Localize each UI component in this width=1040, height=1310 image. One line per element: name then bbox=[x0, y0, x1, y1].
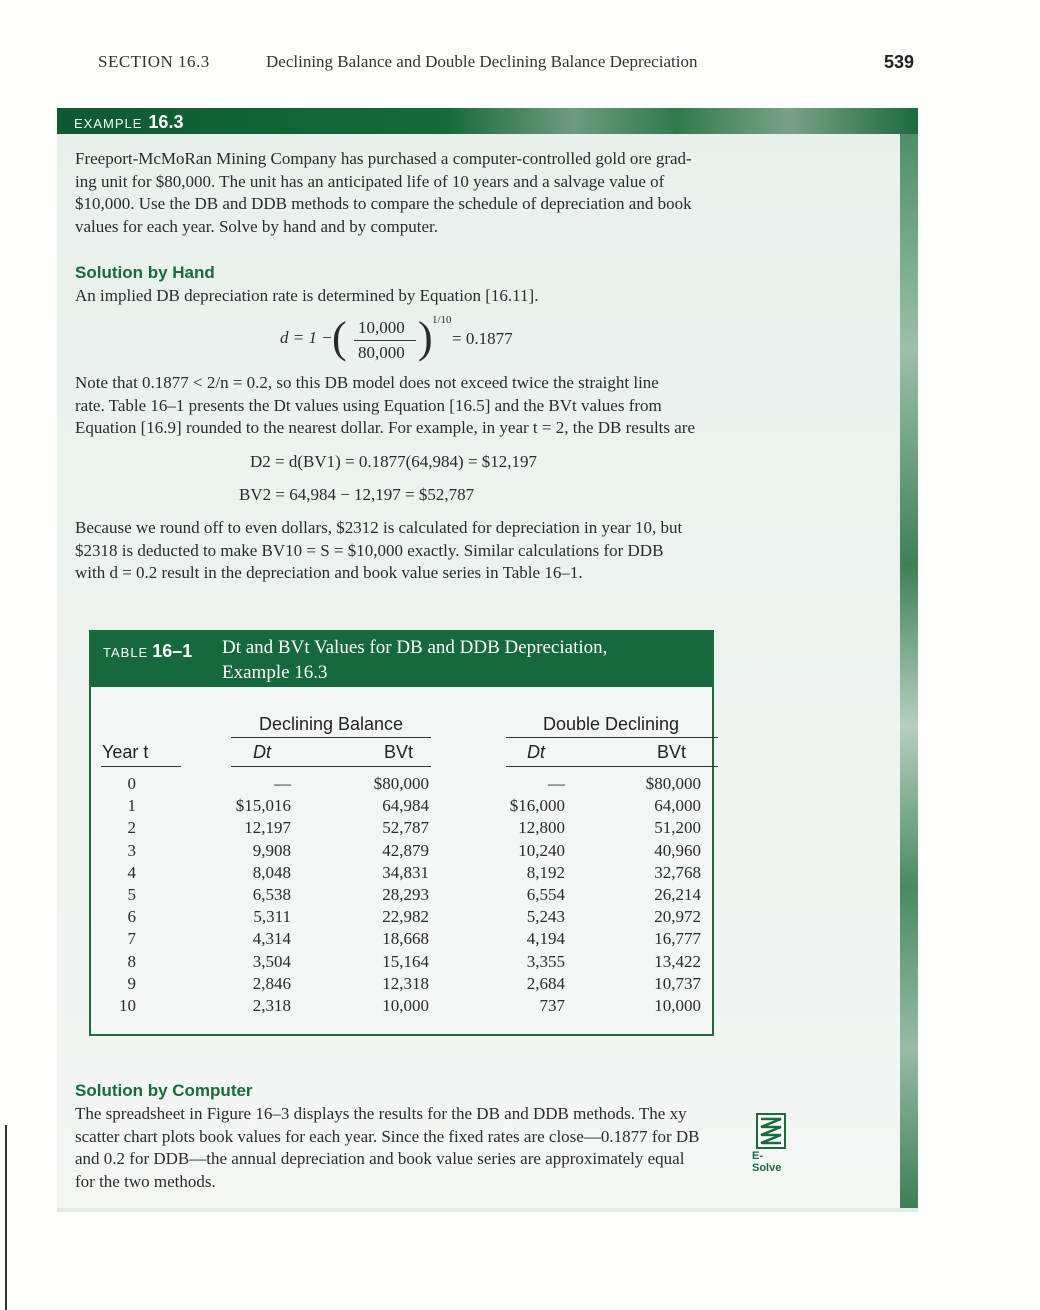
col-header-db-dt: Dt bbox=[253, 742, 271, 762]
table-cell: 22,982 bbox=[382, 907, 429, 927]
table-cell: 2,846 bbox=[252, 973, 291, 993]
table-cell: 6,538 bbox=[252, 885, 291, 904]
equation-bv2: BV2 = 64,984 − 12,197 = $52,787 bbox=[239, 485, 475, 504]
formula-numerator: 10,000 bbox=[358, 318, 405, 337]
header-rule bbox=[101, 766, 181, 767]
table-cell: 3,355 bbox=[526, 951, 565, 971]
formula-denominator: 80,000 bbox=[358, 343, 405, 362]
margin-rule bbox=[5, 1125, 7, 1310]
para-line: Because we round off to even dollars, $2312 is calculated for depreciation in year 10, but bbox=[75, 518, 683, 537]
table-cell: 52,787 bbox=[382, 818, 429, 838]
table-cell: 9,908 bbox=[252, 840, 291, 860]
table-cell: 20,972 bbox=[654, 907, 701, 927]
table-cell: 13,422 bbox=[654, 951, 701, 971]
table-cell: 1 bbox=[127, 796, 136, 816]
header-rule bbox=[506, 766, 718, 767]
para-line: Equation [16.9] rounded to the nearest dollar. For example, in year t = 2, the DB results are bbox=[75, 418, 696, 437]
formula-lhs: d = 1 − bbox=[280, 328, 333, 347]
caption-line: Example 16.3 bbox=[222, 662, 328, 683]
table-cell: 10,240 bbox=[518, 840, 565, 860]
solution-by-computer-heading: Solution by Computer bbox=[75, 1081, 253, 1100]
para-line: with d = 0.2 result in the depreciation and book value series in Table 16–1. bbox=[75, 563, 583, 582]
solution-by-hand-heading: Solution by Hand bbox=[75, 263, 215, 282]
table-cell: 15,164 bbox=[382, 951, 429, 971]
page-number: 539 bbox=[884, 52, 915, 72]
table-row bbox=[91, 774, 712, 796]
table-cell: 8 bbox=[127, 951, 136, 971]
table-number: 16–1 bbox=[152, 641, 193, 661]
zigzag-icon bbox=[756, 1113, 786, 1149]
fraction-bar bbox=[354, 340, 416, 341]
panel-divider bbox=[57, 1208, 918, 1212]
table-cell: — bbox=[548, 774, 565, 793]
table-cell: 7 bbox=[127, 929, 136, 949]
table-cell: 6 bbox=[127, 907, 136, 927]
table-cell: 26,214 bbox=[654, 885, 701, 904]
para-line: scatter chart plots book values for each year. Since the fixed rates are close—0.1877 for DB bbox=[75, 1126, 700, 1146]
close-paren: ) bbox=[418, 313, 433, 362]
table-cell: 10,000 bbox=[382, 996, 429, 1015]
caption-line: Dt and BVt Values for DB and DDB Depreciation, bbox=[222, 637, 608, 658]
intro-line: values for each year. Solve by hand and by computer. bbox=[75, 216, 439, 236]
zigzag-icon-graphic bbox=[758, 1115, 784, 1147]
table-cell: 12,318 bbox=[382, 973, 429, 993]
table-cell: 4,314 bbox=[252, 929, 291, 949]
table-cell: 9 bbox=[127, 973, 136, 993]
table-cell: — bbox=[274, 774, 291, 793]
formula-result: = 0.1877 bbox=[452, 329, 513, 348]
para-line: The spreadsheet in Figure 16–3 displays the results for the DB and DDB methods. The xy bbox=[75, 1104, 687, 1123]
group-double-declining: Double Declining bbox=[542, 714, 680, 734]
hand-paragraph-2 bbox=[75, 372, 727, 440]
table-cell: 8,192 bbox=[526, 862, 565, 882]
table-row bbox=[91, 885, 712, 907]
table-row bbox=[91, 996, 712, 1018]
table-cell: 10,737 bbox=[654, 973, 701, 993]
col-header-year: Year t bbox=[102, 742, 149, 762]
table-row bbox=[91, 929, 712, 951]
table-cell: 42,879 bbox=[382, 840, 429, 860]
table-row bbox=[91, 907, 712, 929]
example-label: EXAMPLE bbox=[74, 116, 143, 131]
intro-line: ing unit for $80,000. The unit has an anticipated life of 10 years and a salvage value of bbox=[75, 171, 665, 191]
table-label bbox=[103, 641, 192, 662]
table-cell: 3,504 bbox=[252, 951, 291, 971]
table-row bbox=[91, 796, 712, 818]
formula-exponent: 1/10 bbox=[432, 314, 452, 326]
col-header-ddb-dt: Dt bbox=[527, 742, 545, 762]
open-paren: ( bbox=[332, 313, 347, 362]
section-label: SECTION 16.3 bbox=[98, 52, 210, 71]
table-caption bbox=[222, 635, 692, 685]
decorative-photo-strip bbox=[900, 134, 918, 1210]
depreciation-table bbox=[89, 630, 714, 1036]
table-cell: 5,311 bbox=[253, 907, 291, 927]
example-number: 16.3 bbox=[148, 112, 184, 132]
computer-paragraph bbox=[75, 1103, 727, 1193]
table-cell: 18,668 bbox=[382, 929, 429, 949]
para-line: and 0.2 for DDB—the annual depreciation and book value series are approximately equal bbox=[75, 1149, 685, 1168]
hand-intro-line: An implied DB depreciation rate is determined by Equation [16.11]. bbox=[75, 286, 539, 305]
para-line: for the two methods. bbox=[75, 1171, 216, 1191]
table-row bbox=[91, 863, 712, 885]
table-cell: 64,984 bbox=[382, 796, 429, 816]
table-row bbox=[91, 841, 712, 863]
table-cell: 737 bbox=[539, 996, 565, 1015]
table-cell: 2 bbox=[127, 818, 136, 838]
table-row bbox=[91, 818, 712, 840]
e-solve-label: E-Solve bbox=[752, 1150, 782, 1174]
table-cell: 5,243 bbox=[526, 907, 565, 927]
running-title: Declining Balance and Double Declining Balance Depreciation bbox=[266, 52, 698, 71]
table-cell: 2,318 bbox=[252, 996, 291, 1015]
table-cell: 32,768 bbox=[654, 862, 701, 882]
table-cell: 16,777 bbox=[654, 929, 701, 949]
intro-line: Freeport-McMoRan Mining Company has purchased a computer-controlled gold ore grad- bbox=[75, 149, 692, 168]
e-solve-badge bbox=[752, 1113, 792, 1174]
table-label-text: TABLE bbox=[103, 645, 149, 660]
table-cell: 34,831 bbox=[382, 862, 429, 882]
example-heading bbox=[74, 112, 183, 133]
para-line: $2318 is deducted to make BV10 = S = $10,000 exactly. Similar calculations for DDB bbox=[75, 540, 664, 560]
table-cell: 4 bbox=[127, 862, 136, 882]
table-cell: 51,200 bbox=[654, 818, 701, 838]
page-header bbox=[0, 0, 1040, 90]
example-title-bar bbox=[57, 108, 918, 134]
table-cell: 3 bbox=[127, 840, 136, 860]
equation-d2: D2 = d(BV1) = 0.1877(64,984) = $12,197 bbox=[250, 452, 538, 471]
table-cell: 10,000 bbox=[654, 996, 701, 1015]
group-rule bbox=[506, 737, 718, 738]
table-cell: 12,197 bbox=[244, 818, 291, 838]
table-cell: 2,684 bbox=[526, 973, 565, 993]
group-declining-balance: Declining Balance bbox=[258, 714, 404, 734]
table-cell: 0 bbox=[127, 774, 136, 793]
intro-paragraph bbox=[75, 148, 727, 238]
col-header-db-bv: BVt bbox=[384, 742, 414, 762]
para-line: rate. Table 16–1 presents the Dt values using Equation [16.5] and the BVt values from bbox=[75, 395, 662, 415]
table-cell: $80,000 bbox=[645, 774, 701, 793]
table-cell: 10 bbox=[119, 996, 136, 1015]
rate-formula bbox=[280, 314, 540, 366]
table-cell: 40,960 bbox=[654, 840, 701, 860]
table-row bbox=[91, 952, 712, 974]
table-cell: 64,000 bbox=[654, 796, 701, 816]
table-cell: 12,800 bbox=[518, 818, 565, 838]
para-line: Note that 0.1877 < 2/n = 0.2, so this DB model does not exceed twice the straight line bbox=[75, 373, 659, 392]
group-rule bbox=[231, 737, 431, 738]
table-cell: $16,000 bbox=[509, 796, 565, 816]
table-cell: $80,000 bbox=[373, 774, 429, 793]
table-title-bar bbox=[91, 632, 712, 687]
table-cell: 4,194 bbox=[526, 929, 565, 949]
hand-paragraph-3 bbox=[75, 517, 727, 585]
table-row bbox=[91, 974, 712, 996]
table-cell: 5 bbox=[127, 885, 136, 904]
table-cell: 8,048 bbox=[252, 862, 291, 882]
table-cell: 28,293 bbox=[382, 885, 429, 904]
table-cell: $15,016 bbox=[235, 796, 291, 816]
col-header-ddb-bv: BVt bbox=[657, 742, 687, 762]
header-rule bbox=[231, 766, 431, 767]
table-cell: 6,554 bbox=[526, 885, 565, 904]
intro-line: $10,000. Use the DB and DDB methods to compare the schedule of depreciation and book bbox=[75, 194, 692, 213]
